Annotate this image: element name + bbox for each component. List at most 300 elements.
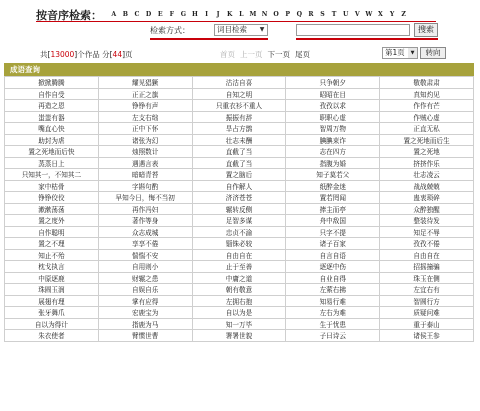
idiom-link[interactable]: 作贼心虚 [413, 113, 440, 122]
letter-link[interactable]: O [273, 11, 279, 18]
table-cell [380, 215, 474, 227]
table-cell [5, 88, 99, 100]
idiom-link[interactable]: 著作等身 [132, 217, 159, 226]
letter-link[interactable]: W [365, 11, 373, 18]
idiom-link[interactable]: 旱占方鹊 [225, 125, 253, 134]
idiom-link[interactable]: 招摇撞骗 [413, 263, 440, 272]
table-cell [286, 88, 380, 100]
idiom-link[interactable]: 自用则小 [132, 263, 159, 272]
idiom-link[interactable]: 朱衣使者 [38, 332, 65, 341]
letter-link[interactable]: E [157, 11, 163, 18]
idiom-link[interactable]: 智周万物 [319, 125, 346, 134]
table-cell [380, 272, 474, 284]
idiom-link[interactable]: 珠圆玉润 [38, 286, 65, 295]
idiom-link[interactable]: 宏鹿宝为 [132, 309, 159, 318]
table-cell [5, 180, 99, 192]
table-cell [5, 226, 99, 238]
idiom-link[interactable]: 真知灼见 [413, 90, 440, 99]
table-cell [192, 284, 286, 296]
table-cell [192, 134, 286, 146]
idiom-link[interactable]: 左右为难 [319, 309, 346, 318]
table-row [5, 134, 474, 146]
letter-link[interactable]: U [342, 11, 349, 18]
letter-link[interactable]: M [249, 11, 257, 18]
table-cell [5, 203, 99, 215]
idiom-link[interactable]: 展翅有理 [38, 297, 65, 306]
idiom-link[interactable]: 只争朝夕 [319, 79, 346, 88]
idiom-link[interactable]: 蛊衷琐碎 [413, 194, 440, 203]
table-row [5, 88, 474, 100]
table-cell [286, 249, 380, 261]
prev-page-link: 上一页 [240, 50, 263, 59]
idiom-link[interactable]: 臂惯世曹 [132, 332, 159, 341]
table-cell [98, 123, 192, 135]
search-bar [0, 22, 480, 38]
idiom-link[interactable]: 振振有辞 [225, 113, 253, 122]
table-cell [192, 77, 286, 89]
idiom-link[interactable]: 暗暗青苔 [132, 171, 159, 180]
table-cell [286, 203, 380, 215]
page-select[interactable] [382, 47, 418, 59]
idiom-link[interactable]: 知一万毕 [225, 320, 253, 329]
table-row [5, 215, 474, 227]
table-cell [286, 284, 380, 296]
table-cell [380, 284, 474, 296]
table-cell [286, 215, 380, 227]
idiom-link[interactable]: 捧主而亭 [319, 205, 346, 214]
page-nav [220, 49, 310, 60]
idiom-link[interactable]: 逐逐中伤 [319, 263, 346, 272]
table-cell [192, 261, 286, 273]
idiom-link[interactable]: 正正之旗 [132, 90, 159, 99]
table-cell [286, 146, 380, 158]
table-row [5, 123, 474, 135]
letter-link[interactable]: S [320, 11, 325, 18]
idiom-link[interactable]: 诸子百家 [319, 240, 346, 249]
idiom-link[interactable]: 朝有敬意 [225, 286, 253, 295]
idiom-link[interactable]: 众志成城 [132, 228, 159, 237]
idiom-link[interactable]: 自业自得 [319, 274, 346, 283]
table-cell [5, 284, 99, 296]
idiom-table [4, 63, 474, 342]
table-cell [98, 100, 192, 112]
table-row [5, 318, 474, 330]
idiom-link[interactable]: 腆腆束诈 [319, 136, 346, 145]
table-cell [5, 295, 99, 307]
table-cell [5, 215, 99, 227]
table-cell [286, 134, 380, 146]
table-cell [98, 77, 192, 89]
idiom-link[interactable]: 纸醉金迷 [319, 182, 346, 191]
table-cell [192, 100, 286, 112]
table-cell [192, 111, 286, 123]
idiom-link[interactable]: 自由自在 [225, 251, 253, 260]
search-method-value: 词目检索 [217, 25, 247, 34]
idiom-link[interactable]: 自娱自乐 [132, 286, 159, 295]
idiom-link[interactable]: 正中下怀 [132, 125, 159, 134]
table-cell [98, 169, 192, 181]
idiom-link[interactable]: 壮志凌云 [413, 171, 440, 180]
table-row [5, 238, 474, 250]
letter-link[interactable]: C [134, 11, 140, 18]
search-button[interactable]: 搜索 [414, 23, 438, 37]
table-cell [192, 307, 286, 319]
table-cell [380, 192, 474, 204]
idiom-link[interactable]: 直截了当 [225, 159, 253, 168]
letter-link[interactable]: J [216, 11, 220, 18]
idiom-link[interactable]: 战战兢兢 [413, 182, 440, 191]
idiom-link[interactable]: 置之脑后 [225, 171, 253, 180]
idiom-link[interactable]: 自言自语 [319, 251, 346, 260]
idiom-link[interactable]: 止于至善 [225, 263, 253, 272]
table-header: 成语查询 [4, 63, 474, 76]
idiom-link[interactable]: 置之死地而后生 [403, 136, 450, 145]
idiom-link[interactable]: 置之死地 [413, 148, 440, 157]
table-row [5, 307, 474, 319]
idiom-link[interactable]: 烛照数计 [132, 148, 159, 157]
idiom-link[interactable]: 壮志未酬 [225, 136, 253, 145]
idiom-link[interactable]: 昭昭在目 [319, 90, 346, 99]
table-row [5, 284, 474, 296]
table-cell [192, 295, 286, 307]
chevron-down-icon: ▼ [408, 48, 417, 58]
table-cell [380, 249, 474, 261]
idiom-link[interactable]: 生于忧患 [319, 320, 346, 329]
idiom-link[interactable]: 左宜右有 [413, 286, 440, 295]
table-cell [380, 295, 474, 307]
idiom-link[interactable]: 足智多谋 [225, 217, 253, 226]
table-cell [286, 330, 380, 342]
table-cell [5, 134, 99, 146]
idiom-link[interactable]: 孜孜以求 [319, 102, 346, 111]
table-row [5, 249, 474, 261]
idiom-link[interactable]: 置若罔闻 [319, 194, 346, 203]
idiom-link[interactable]: 自以为得计 [34, 320, 68, 329]
idiom-link[interactable]: 挤挤作乐 [413, 159, 440, 168]
table-cell [286, 261, 380, 273]
letter-link[interactable]: G [180, 11, 186, 18]
table-cell [98, 180, 192, 192]
letter-link[interactable]: F [169, 11, 174, 18]
idiom-link[interactable]: 子曰诗云 [319, 332, 346, 341]
idiom-link[interactable]: 自作聪明 [38, 228, 65, 237]
table-cell [286, 123, 380, 135]
idiom-link[interactable]: 自由自在 [413, 251, 440, 260]
idiom-link[interactable]: 只知其一，不知其二 [21, 171, 82, 180]
idiom-link[interactable]: 诸侯王参 [413, 332, 440, 341]
table-cell [192, 330, 286, 342]
table-cell [192, 169, 286, 181]
idiom-link[interactable]: 孜孜不倦 [413, 240, 440, 249]
last-page-link[interactable]: 尾页 [295, 50, 310, 59]
table-cell [98, 330, 192, 342]
idiom-link[interactable]: 左拥右抱 [225, 297, 253, 306]
table-row [5, 100, 474, 112]
idiom-link[interactable]: 整装待发 [413, 217, 440, 226]
idiom-link[interactable]: 知易行难 [319, 297, 346, 306]
table-cell [192, 238, 286, 250]
table-cell [98, 307, 192, 319]
total-count: 13000 [50, 50, 75, 59]
idiom-link[interactable]: 中原逐鹿 [38, 274, 65, 283]
table-cell [192, 157, 286, 169]
idiom-link[interactable]: 助封为虐 [38, 136, 65, 145]
table-cell [98, 134, 192, 146]
table-cell [286, 192, 380, 204]
table-cell [5, 169, 99, 181]
page-count: 44 [112, 50, 123, 59]
table-cell [192, 192, 286, 204]
table-cell [380, 203, 474, 215]
table-row [5, 295, 474, 307]
idiom-link[interactable]: 众醉独醒 [413, 205, 440, 214]
table-row [5, 272, 474, 284]
table-cell [5, 330, 99, 342]
idiom-link[interactable]: 左支右绌 [132, 113, 159, 122]
idiom-link[interactable]: 享享不倦 [132, 240, 159, 249]
idiom-link[interactable]: 财辗之患 [132, 274, 159, 283]
table-cell [98, 261, 192, 273]
letter-link[interactable]: Q [296, 11, 302, 18]
table-cell [380, 330, 474, 342]
idiom-link[interactable]: 珠玉在侧 [413, 274, 440, 283]
idiom-link[interactable]: 惴惴不安 [132, 251, 159, 260]
table-cell [98, 295, 192, 307]
letter-link[interactable]: N [261, 11, 268, 18]
idiom-link[interactable]: 置之不理 [38, 240, 65, 249]
table-cell [192, 180, 286, 192]
table-cell [192, 215, 286, 227]
table-row [5, 169, 474, 181]
table-cell [286, 238, 380, 250]
table-cell [380, 226, 474, 238]
table-cell [286, 295, 380, 307]
table-cell [286, 77, 380, 89]
idiom-link[interactable]: 济济苍苍 [225, 194, 253, 203]
table-cell [5, 192, 99, 204]
idiom-link[interactable]: 铮铮有声 [132, 102, 159, 111]
idiom-link[interactable]: 置之度外 [38, 217, 65, 226]
table-row [5, 261, 474, 273]
table-cell [380, 146, 474, 158]
letter-link[interactable]: B [122, 11, 128, 18]
page-select-value: 第1页 [385, 48, 405, 57]
idiom-link[interactable]: 署署世貌 [225, 332, 253, 341]
table-cell [98, 157, 192, 169]
table-cell [192, 146, 286, 158]
table-cell [286, 318, 380, 330]
chevron-down-icon: ▼ [259, 26, 265, 33]
table-cell [5, 318, 99, 330]
table-cell [192, 88, 286, 100]
idiom-link[interactable]: 蚩蚩有器 [38, 113, 65, 122]
idiom-link[interactable]: 职职心虚 [319, 113, 346, 122]
table-cell [5, 249, 99, 261]
table-cell [380, 88, 474, 100]
idiom-link[interactable]: 知止不殆 [38, 251, 65, 260]
table-cell [5, 77, 99, 89]
idiom-link[interactable]: 掌有应得 [132, 297, 159, 306]
table-cell [98, 215, 192, 227]
next-page-link[interactable]: 下一页 [267, 50, 290, 59]
table-cell [192, 249, 286, 261]
idiom-link[interactable]: 质疑问难 [413, 309, 440, 318]
table-cell [380, 123, 474, 135]
idiom-link[interactable]: 嘴直心快 [38, 125, 65, 134]
search-method-underline [150, 38, 268, 40]
idiom-link[interactable]: 字斟句酌 [132, 182, 159, 191]
pagination-bar [0, 46, 480, 60]
idiom-link[interactable]: 指腹为婚 [319, 159, 346, 168]
table-cell [5, 100, 99, 112]
idiom-link[interactable]: 只重衣衫不重人 [215, 102, 263, 111]
table-cell [98, 238, 192, 250]
idiom-link[interactable]: 指鹿为马 [132, 320, 159, 329]
idiom-link[interactable]: 家中枯骨 [38, 182, 65, 191]
table-cell [192, 272, 286, 284]
idiom-link[interactable]: 直截了当 [225, 148, 253, 157]
table-cell [98, 111, 192, 123]
letter-link[interactable]: X [378, 11, 383, 18]
idiom-link[interactable]: 作作有芒 [413, 102, 440, 111]
table-cell [286, 307, 380, 319]
letter-link[interactable]: D [145, 11, 152, 18]
pinyin-index-bar [36, 8, 436, 22]
table-row [5, 180, 474, 192]
table-row [5, 111, 474, 123]
go-button[interactable]: 转向 [420, 47, 446, 59]
search-method-label: 检索方式： [150, 26, 190, 35]
table-cell [380, 134, 474, 146]
idiom-link[interactable]: 正直无私 [413, 125, 440, 134]
idiom-link[interactable]: 自知之明 [225, 90, 253, 99]
table-cell [98, 226, 192, 238]
table-cell [5, 123, 99, 135]
letter-link[interactable]: R [308, 11, 314, 18]
idiom-link[interactable]: 沽沽自喜 [225, 79, 253, 88]
table-cell [192, 123, 286, 135]
table-cell [380, 318, 474, 330]
idiom-link[interactable]: 志在四方 [319, 148, 346, 157]
idiom-link[interactable]: 蒸蒸日上 [38, 159, 65, 168]
idiom-link[interactable]: 置之死地而后快 [28, 148, 75, 157]
idiom-link[interactable]: 漱漱荡荡 [38, 205, 65, 214]
table-row [5, 192, 474, 204]
table-cell [380, 169, 474, 181]
idiom-link[interactable]: 早知今日，悔不当初 [115, 194, 175, 203]
table-cell [380, 111, 474, 123]
idiom-link[interactable]: 自以为是 [225, 309, 253, 318]
idiom-link[interactable]: 左萦右拂 [319, 286, 346, 295]
first-page-link: 首页 [220, 50, 235, 59]
search-input[interactable] [296, 24, 410, 36]
table-cell [5, 307, 99, 319]
table-cell [98, 272, 192, 284]
letter-link[interactable]: H [192, 11, 198, 18]
table-cell [286, 100, 380, 112]
table-cell [286, 226, 380, 238]
letter-link[interactable]: L [239, 11, 244, 18]
table-cell [5, 111, 99, 123]
idiom-link[interactable]: 中庸之道 [225, 274, 253, 283]
idiom-link[interactable]: 自作解人 [225, 182, 253, 191]
idiom-link[interactable]: 知子莫若父 [316, 171, 350, 180]
total-info: 共[13000]个作品 分[44]页 [40, 50, 133, 59]
table-row [5, 226, 474, 238]
table-cell [5, 146, 99, 158]
table-row [5, 203, 474, 215]
idiom-link[interactable]: 掀掀腾腾 [38, 79, 65, 88]
idiom-link[interactable]: 枕戈执言 [38, 263, 65, 272]
table-cell [380, 180, 474, 192]
search-method-select[interactable] [214, 24, 268, 36]
table-cell [5, 157, 99, 169]
letter-list [108, 11, 409, 18]
table-cell [380, 100, 474, 112]
idiom-link[interactable]: 忠贞不渝 [225, 228, 253, 237]
idiom-link[interactable]: 再造之恩 [38, 102, 65, 111]
letter-link[interactable]: V [354, 11, 360, 18]
table-cell [380, 261, 474, 273]
idiom-link[interactable]: 自作自受 [38, 90, 65, 99]
letter-link[interactable]: I [205, 11, 208, 18]
table-cell [98, 146, 192, 158]
letter-link[interactable]: K [227, 11, 233, 18]
search-input-underline [296, 38, 438, 40]
idiom-link[interactable]: 只字不提 [319, 228, 346, 237]
table-cell [98, 249, 192, 261]
table-cell [286, 272, 380, 284]
idiom-link[interactable]: 智圆行方 [413, 297, 440, 306]
table-row [5, 330, 474, 342]
idiom-link[interactable]: 辗转反侧 [225, 205, 253, 214]
table-cell [192, 226, 286, 238]
idiom-link[interactable]: 耀见猖獗 [132, 79, 159, 88]
letter-link[interactable]: Z [401, 11, 406, 18]
table-cell [5, 261, 99, 273]
table-cell [286, 180, 380, 192]
table-cell [98, 318, 192, 330]
table-cell [192, 203, 286, 215]
table-cell [5, 272, 99, 284]
table-cell [380, 238, 474, 250]
table-cell [5, 238, 99, 250]
idiom-link[interactable]: 遇遇言表 [132, 159, 159, 168]
idiom-link[interactable]: 诸张为幻 [132, 136, 159, 145]
idiom-link[interactable]: 重于泰山 [413, 320, 440, 329]
letter-link[interactable]: Y [389, 11, 395, 18]
idiom-link[interactable]: 敬敬肃肃 [413, 79, 440, 88]
table-cell [192, 318, 286, 330]
table-cell [286, 111, 380, 123]
idiom-link[interactable]: 铮铮佼佼 [38, 194, 65, 203]
idiom-link[interactable]: 锱铢必较 [225, 240, 253, 249]
idiom-link[interactable]: 张牙舞爪 [38, 309, 65, 318]
table-cell [380, 157, 474, 169]
idiom-link[interactable]: 舟中敌国 [319, 217, 346, 226]
table-cell [98, 88, 192, 100]
idiom-link[interactable]: 再作冯妇 [132, 205, 159, 214]
table-cell [286, 169, 380, 181]
table-cell [98, 192, 192, 204]
table-row [5, 157, 474, 169]
letter-link[interactable]: T [331, 11, 337, 18]
table-cell [380, 307, 474, 319]
table-cell [98, 203, 192, 215]
idiom-link[interactable]: 知足不辱 [413, 228, 440, 237]
letter-link[interactable]: P [285, 11, 291, 18]
letter-link[interactable]: A [111, 11, 117, 18]
